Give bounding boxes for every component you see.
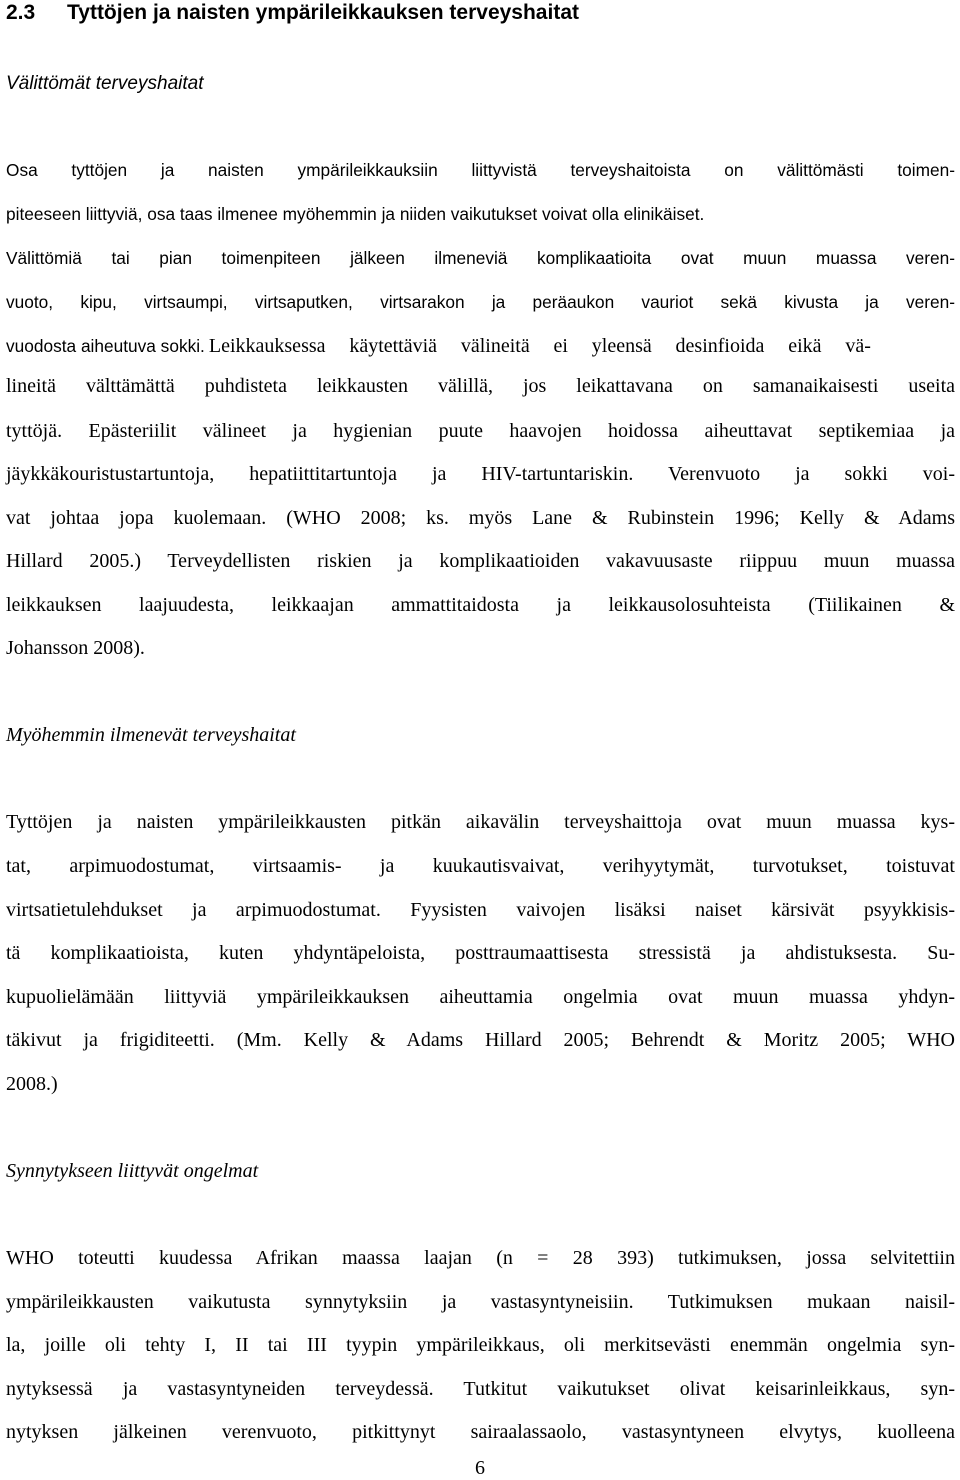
paragraph-line: kupuolielämään liittyviä ympärileikkauksen aiheuttamia ongelmia ovat muun muassa yhdyn- <box>6 986 955 1008</box>
paragraph-line: nytyksessä ja vastasyntyneiden terveydessä. Tutkitut vaikutukset olivat keisarinleikkaus, syn- <box>6 1378 955 1400</box>
paragraph-line: tat, arpimuodostumat, virtsaamis- ja kuukautisvaivat, verihyytymät, turvotukset, toistuvat <box>6 855 955 877</box>
paragraph-line: piteeseen liittyviä, osa taas ilmenee myöhemmin ja niiden vaikutukset voivat olla elinikäiset. <box>6 204 705 224</box>
paragraph-fragment: Leikkauksessa käytettäviä välineitä ei yleensä desinfioida eikä vä- <box>208 335 871 357</box>
paragraph-line: tyttöjä. Epästeriilit välineet ja hygienian puute haavojen hoidossa aiheuttavat septikemiaa ja <box>6 420 955 442</box>
section-heading <box>6 0 955 26</box>
paragraph-line: Osa tyttöjen ja naisten ympärileikkauksiin liittyvistä terveyshaitoista on välittömästi toimen- <box>6 160 955 180</box>
paragraph-fragment: vuodosta aiheutuva sokki. <box>6 336 205 356</box>
section-number: 2.3 <box>6 1 36 24</box>
page-number: 6 <box>475 1457 485 1479</box>
paragraph-line: leikkauksen laajuudesta, leikkaajan ammattitaidosta ja leikkausolosuhteista (Tiilikainen & <box>6 594 955 616</box>
paragraph-line: 2008.) <box>6 1073 58 1095</box>
paragraph-line: Välittömiä tai pian toimenpiteen jälkeen ilmeneviä komplikaatioita ovat muun muassa veren- <box>6 248 955 268</box>
paragraph-line: ympärileikkausten vaikutusta synnytyksiin ja vastasyntyneisiin. Tutkimuksen mukaan naisil- <box>6 1291 955 1313</box>
paragraph-line: virtsatietulehdukset ja arpimuodostumat. Fyysisten vaivojen lisäksi naiset kärsivät psyykkisis- <box>6 899 955 921</box>
paragraph-line: Hillard 2005.) Terveydellisten riskien ja komplikaatioiden vakavuusaste riippuu muun muassa <box>6 550 955 572</box>
paragraph-line: vuoto, kipu, virtsaumpi, virtsaputken, virtsarakon ja peräaukon vauriot sekä kivusta ja veren- <box>6 292 955 312</box>
section-title: Tyttöjen ja naisten ympärileikkauksen terveyshaitat <box>67 1 579 24</box>
paragraph-line: Tyttöjen ja naisten ympärileikkausten pitkän aikavälin terveyshaittoja ovat muun muassa kys- <box>6 811 955 833</box>
paragraph-line: WHO toteutti kuudessa Afrikan maassa laajan (n = 28 393) tutkimuksen, jossa selvitettiin <box>6 1247 955 1269</box>
paragraph-line: Johansson 2008). <box>6 637 145 659</box>
subheading-immediate-health-risks: Välittömät terveyshaitat <box>6 73 204 94</box>
subheading-later-health-risks: Myöhemmin ilmenevät terveyshaitat <box>6 724 296 746</box>
paragraph-line: tä komplikaatioista, kuten yhdyntäpeloista, posttraumaattisesta stressistä ja ahdistuksesta. Su- <box>6 942 955 964</box>
paragraph-line: täkivut ja frigiditeetti. (Mm. Kelly & Adams Hillard 2005; Behrendt & Moritz 2005; WHO <box>6 1029 955 1051</box>
subheading-childbirth-problems: Synnytykseen liittyvät ongelmat <box>6 1160 259 1182</box>
paragraph-line: la, joille oli tehty I, II tai III tyypin ympärileikkaus, oli merkitsevästi enemmän ongelmia syn- <box>6 1334 955 1356</box>
paragraph-line: vat johtaa jopa kuolemaan. (WHO 2008; ks. myös Lane & Rubinstein 1996; Kelly & Adams <box>6 507 955 529</box>
paragraph-line: jäykkäkouristustartuntoja, hepatiittitartuntoja ja HIV-tartuntariskin. Verenvuoto ja sokki voi- <box>6 463 955 485</box>
paragraph-line-mixed <box>6 333 955 359</box>
paragraph-line: lineitä välttämättä puhdisteta leikkausten välillä, jos leikattavana on samanaikaisesti useita <box>6 375 955 397</box>
paragraph-line: nytyksen jälkeinen verenvuoto, pitkittynyt sairaalassaolo, vastasyntyneen elvytys, kuolleena <box>6 1421 955 1443</box>
